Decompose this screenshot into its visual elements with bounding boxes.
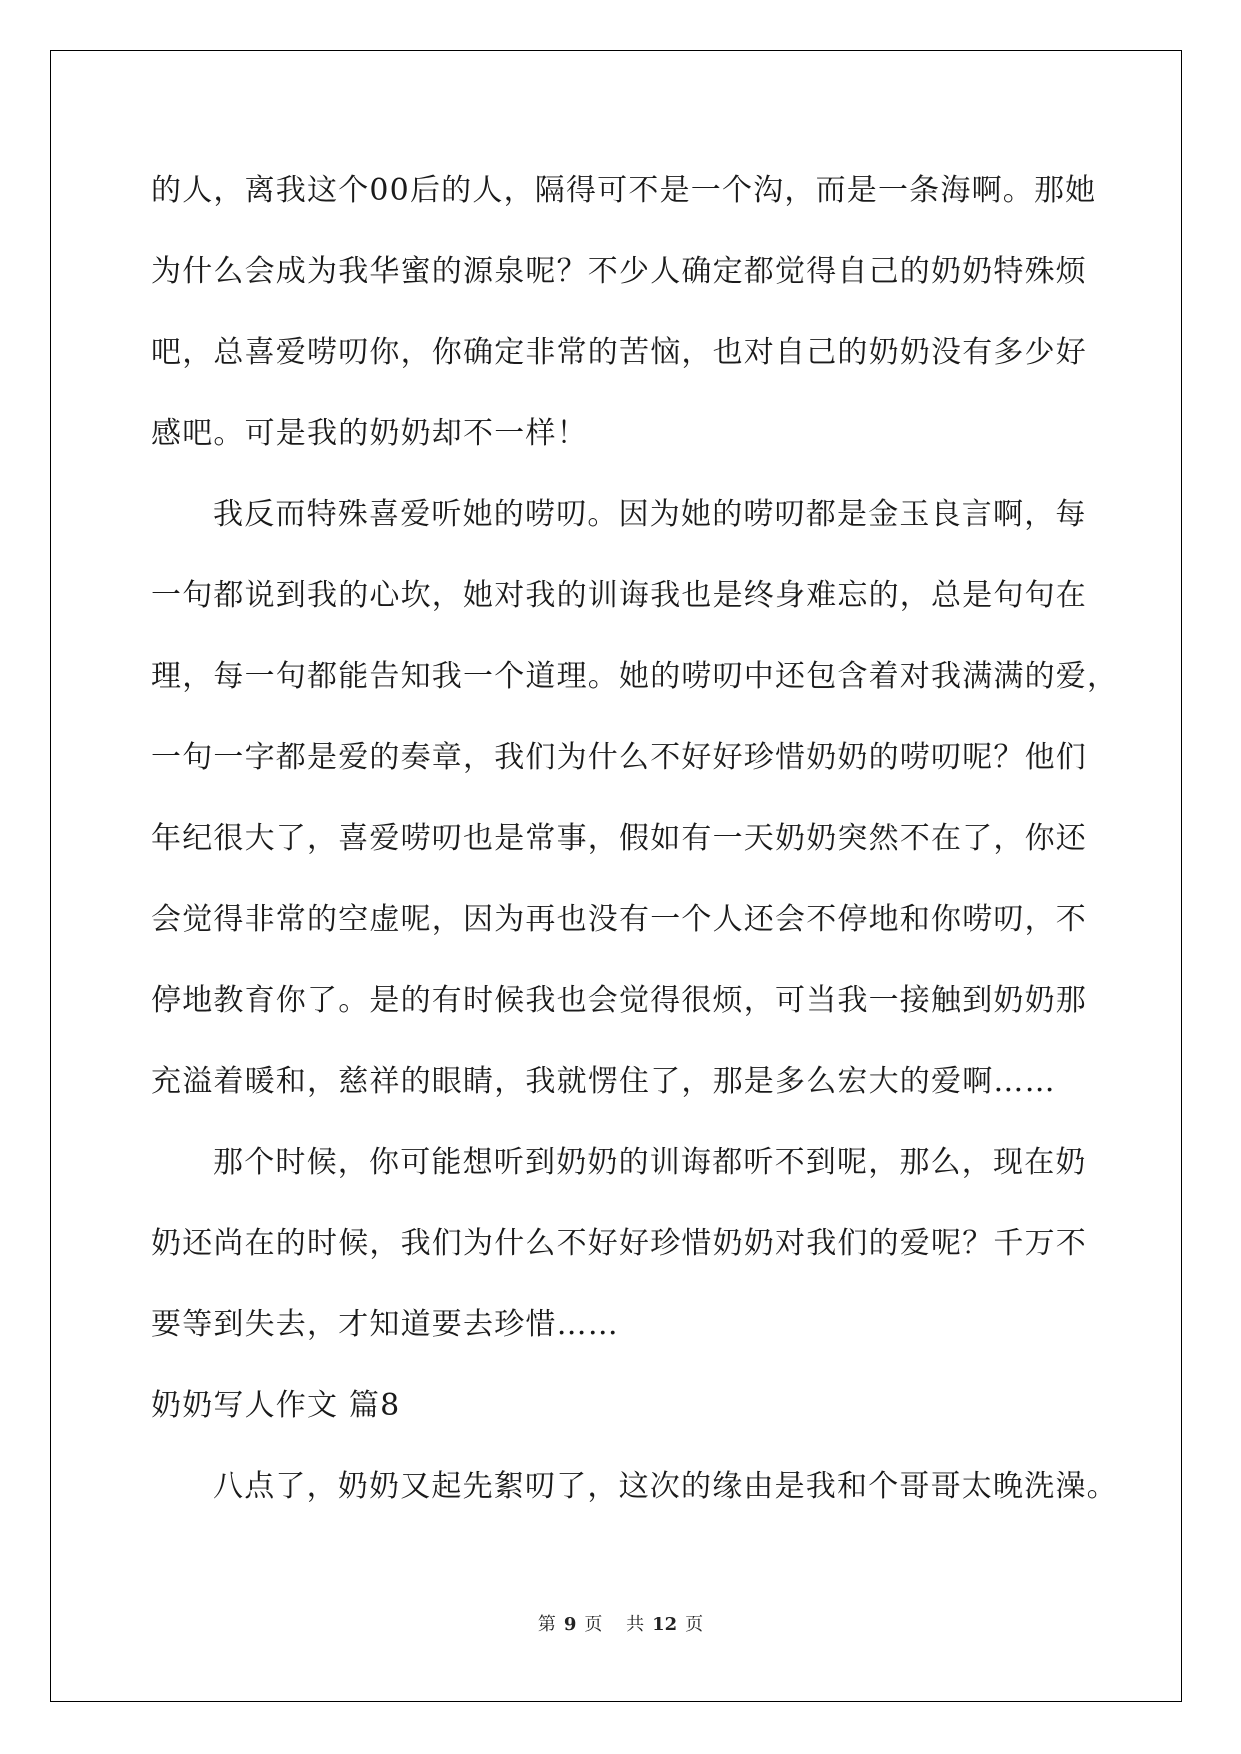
page-footer [0,1610,1241,1636]
footer-total-prefix: 共 [626,1614,645,1635]
text-line: 理，每一句都能告知我一个道理。她的唠叨中还包含着对我满满的爱， [151,659,1119,694]
document-body [151,150,1119,1527]
text-line: 感吧。可是我的奶奶却不一样！ [151,416,588,451]
text-line: 奶还尚在的时候，我们为什么不好好珍惜奶奶对我们的爱呢？千万不 [151,1226,1087,1261]
text-line: 年纪很大了，喜爱唠叨也是常事，假如有一天奶奶突然不在了，你还 [151,821,1087,856]
text-line: 的人，离我这个00后的人，隔得可不是一个沟，而是一条海啊。那她 [151,173,1097,208]
total-page-number: 12 [652,1614,678,1635]
text-line: 充溢着暖和，慈祥的眼睛，我就愣住了，那是多么宏大的爱啊…… [151,1064,1056,1099]
text-line: 我反而特殊喜爱听她的唠叨。因为她的唠叨都是金玉良言啊，每 [213,497,1087,532]
paragraph [151,1365,1091,1446]
text-line: 为什么会成为我华蜜的源泉呢？不少人确定都觉得自己的奶奶特殊烦 [151,254,1087,289]
text-line: 会觉得非常的空虚呢，因为再也没有一个人还会不停地和你唠叨，不 [151,902,1087,937]
text-line: 停地教育你了。是的有时候我也会觉得很烦，可当我一接触到奶奶那 [151,983,1087,1018]
text-line: 奶奶写人作文 篇8 [151,1388,401,1423]
paragraph [151,1122,1091,1365]
text-line: 一句都说到我的心坎，她对我的训诲我也是终身难忘的，总是句句在 [151,578,1087,613]
paragraph [151,1446,1118,1527]
current-page-number: 9 [563,1614,577,1635]
paragraph [151,150,1097,474]
footer-total-suffix: 页 [685,1614,704,1635]
text-line: 八点了，奶奶又起先絮叨了，这次的缘由是我和个哥哥太晚洗澡。 [213,1469,1118,1504]
footer-prefix: 第 [537,1614,556,1635]
text-line: 要等到失去，才知道要去珍惜…… [151,1307,619,1342]
paragraph [151,474,1119,1122]
text-line: 那个时候，你可能想听到奶奶的训诲都听不到呢，那么，现在奶 [213,1145,1087,1180]
text-line: 一句一字都是爱的奏章，我们为什么不好好珍惜奶奶的唠叨呢？他们 [151,740,1087,775]
text-line: 吧，总喜爱唠叨你，你确定非常的苦恼，也对自己的奶奶没有多少好 [151,335,1087,370]
footer-page-suffix: 页 [584,1614,603,1635]
